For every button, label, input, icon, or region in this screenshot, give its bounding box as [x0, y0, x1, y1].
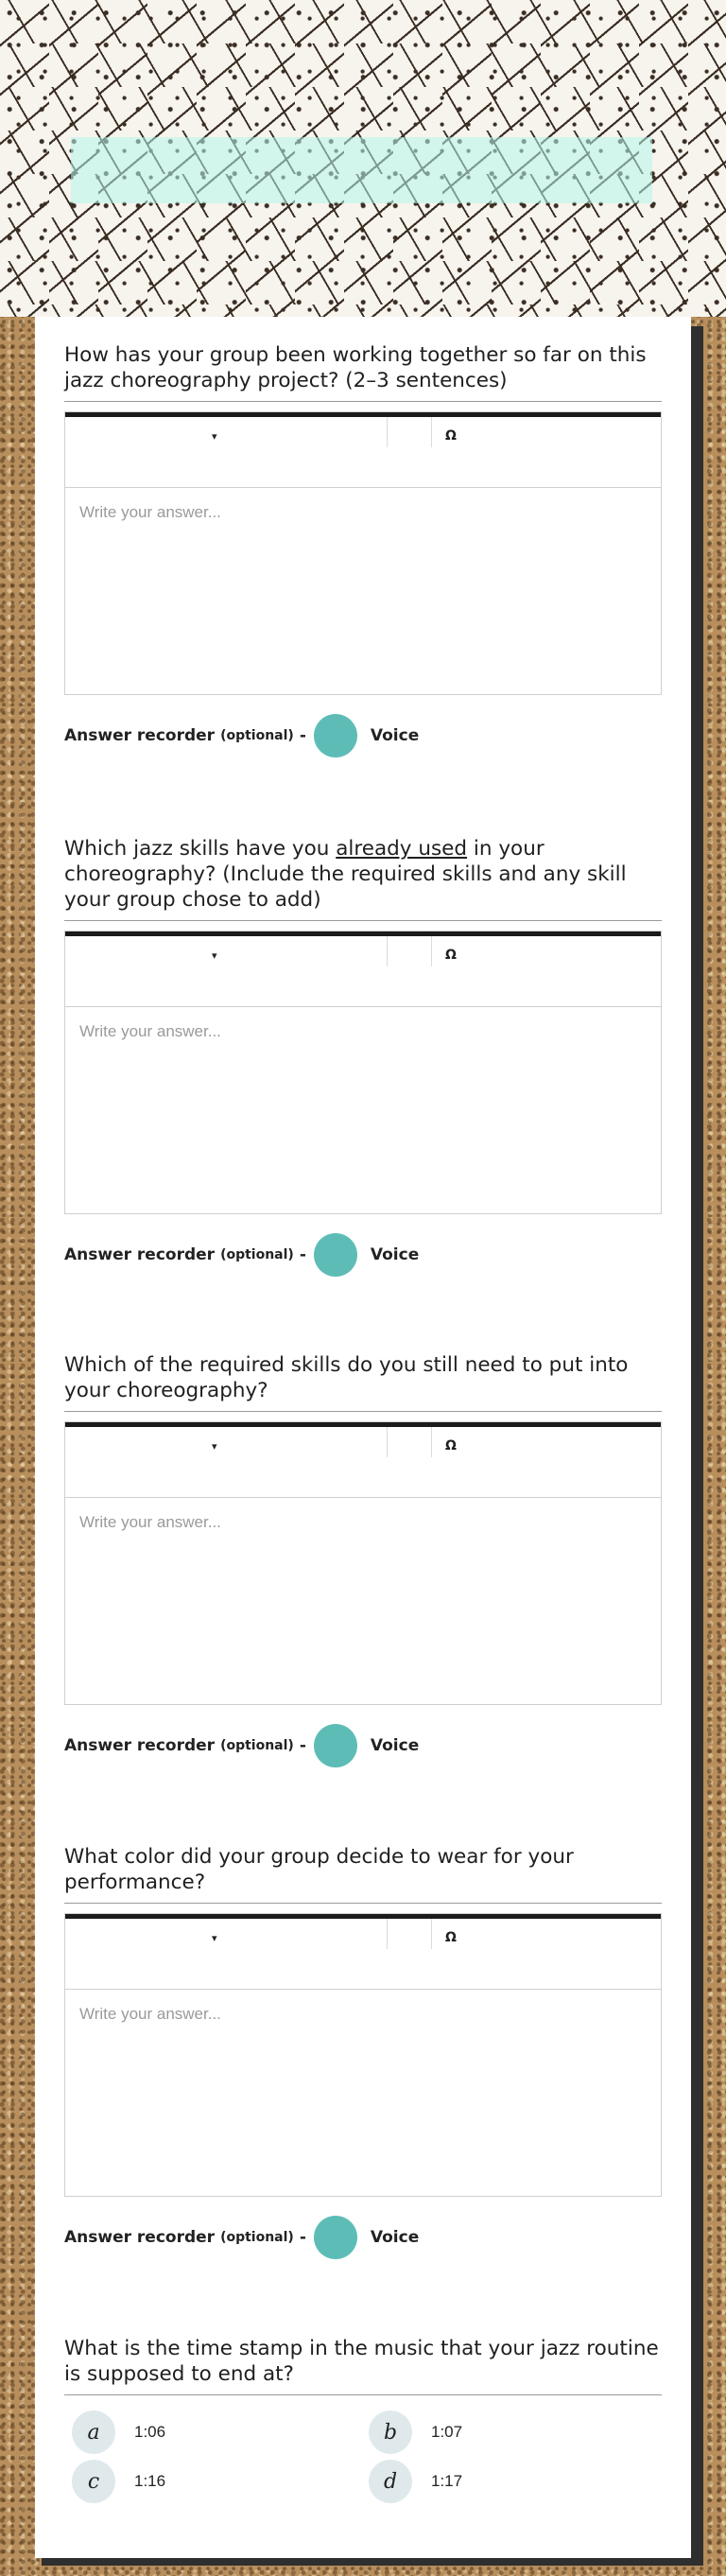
record-icon[interactable] — [314, 714, 357, 757]
omega-icon[interactable]: Ω — [445, 948, 457, 963]
option-letter: c — [72, 2460, 115, 2503]
question-2 — [64, 836, 662, 1277]
question-3-text: Which of the required skills do you still need to put into your choreography? — [64, 1352, 662, 1412]
chevron-down-icon[interactable]: ▾ — [212, 430, 217, 443]
question-2-editor — [64, 931, 662, 1214]
question-1-text: How has your group been working together so far on this jazz choreography project? (2–3 sentences) — [64, 342, 662, 402]
recorder-label: Answer recorder — [64, 1736, 216, 1755]
question-4-text: What color did your group decide to wear for your performance? — [64, 1844, 662, 1904]
answer-textarea[interactable]: Write your answer... — [79, 1022, 221, 1040]
answer-recorder — [64, 714, 662, 757]
recorder-label: Answer recorder — [64, 726, 216, 745]
editor-toolbar — [65, 412, 661, 488]
toolbar-divider — [431, 936, 432, 966]
recorder-label: Answer recorder — [64, 2228, 216, 2247]
voice-label: Voice — [370, 1736, 420, 1755]
toolbar-divider — [387, 936, 388, 966]
option-letter: d — [369, 2460, 412, 2503]
question-1 — [64, 342, 662, 757]
chevron-down-icon[interactable]: ▾ — [212, 1932, 217, 1944]
editor-toolbar — [65, 1914, 661, 1990]
toolbar-divider — [431, 1427, 432, 1457]
option-label: 1:06 — [134, 2423, 166, 2441]
option-d[interactable] — [369, 2460, 462, 2503]
question-3-editor — [64, 1421, 662, 1705]
toolbar-divider — [387, 1919, 388, 1949]
question-3 — [64, 1352, 662, 1767]
header-title-band — [71, 137, 652, 203]
answer-recorder — [64, 1233, 662, 1277]
voice-label: Voice — [370, 726, 420, 745]
option-label: 1:16 — [134, 2472, 166, 2490]
record-icon[interactable] — [314, 1724, 357, 1767]
option-label: 1:07 — [431, 2423, 463, 2441]
option-label: 1:17 — [431, 2472, 463, 2490]
omega-icon[interactable]: Ω — [445, 1930, 457, 1945]
recorder-dash: - — [299, 2228, 306, 2247]
recorder-dash: - — [299, 726, 306, 745]
chevron-down-icon[interactable]: ▾ — [212, 1440, 217, 1453]
recorder-optional: (optional) — [220, 1738, 294, 1753]
toolbar-divider — [387, 417, 388, 447]
question-5-text: What is the time stamp in the music that your jazz routine is supposed to end at? — [64, 2336, 662, 2395]
recorder-dash: - — [299, 1245, 306, 1264]
voice-label: Voice — [370, 1245, 420, 1264]
chevron-down-icon[interactable]: ▾ — [212, 949, 217, 962]
option-c[interactable] — [72, 2460, 165, 2503]
recorder-optional: (optional) — [220, 1247, 294, 1262]
option-a[interactable] — [72, 2411, 165, 2454]
question-2-text-start: Which jazz skills have you — [64, 837, 337, 861]
question-5 — [64, 2336, 662, 2395]
toolbar-divider — [431, 417, 432, 447]
question-4-editor — [64, 1913, 662, 2197]
editor-toolbar — [65, 931, 661, 1007]
question-2-text-end: in your choreography? (Include the required skills and any skill your group chose to add) — [64, 837, 627, 912]
recorder-dash: - — [299, 1736, 306, 1755]
option-b[interactable] — [369, 2411, 462, 2454]
recorder-label: Answer recorder — [64, 1245, 216, 1264]
option-letter: a — [72, 2411, 115, 2454]
editor-toolbar — [65, 1422, 661, 1498]
omega-icon[interactable]: Ω — [445, 428, 457, 444]
record-icon[interactable] — [314, 2216, 357, 2259]
recorder-optional: (optional) — [220, 2230, 294, 2245]
omega-icon[interactable]: Ω — [445, 1438, 457, 1453]
answer-textarea[interactable]: Write your answer... — [79, 503, 221, 521]
option-letter: b — [369, 2411, 412, 2454]
recorder-optional: (optional) — [220, 728, 294, 743]
question-2-text — [64, 836, 662, 921]
question-1-editor — [64, 411, 662, 695]
answer-textarea[interactable]: Write your answer... — [79, 1513, 221, 1531]
toolbar-divider — [431, 1919, 432, 1949]
question-2-text-underlined: already used — [336, 837, 468, 861]
toolbar-divider — [387, 1427, 388, 1457]
answer-recorder — [64, 1724, 662, 1767]
answer-textarea[interactable]: Write your answer... — [79, 2005, 221, 2023]
question-4 — [64, 1844, 662, 2259]
answer-recorder — [64, 2216, 662, 2259]
record-icon[interactable] — [314, 1233, 357, 1277]
header-banner — [0, 0, 726, 317]
voice-label: Voice — [370, 2228, 420, 2247]
